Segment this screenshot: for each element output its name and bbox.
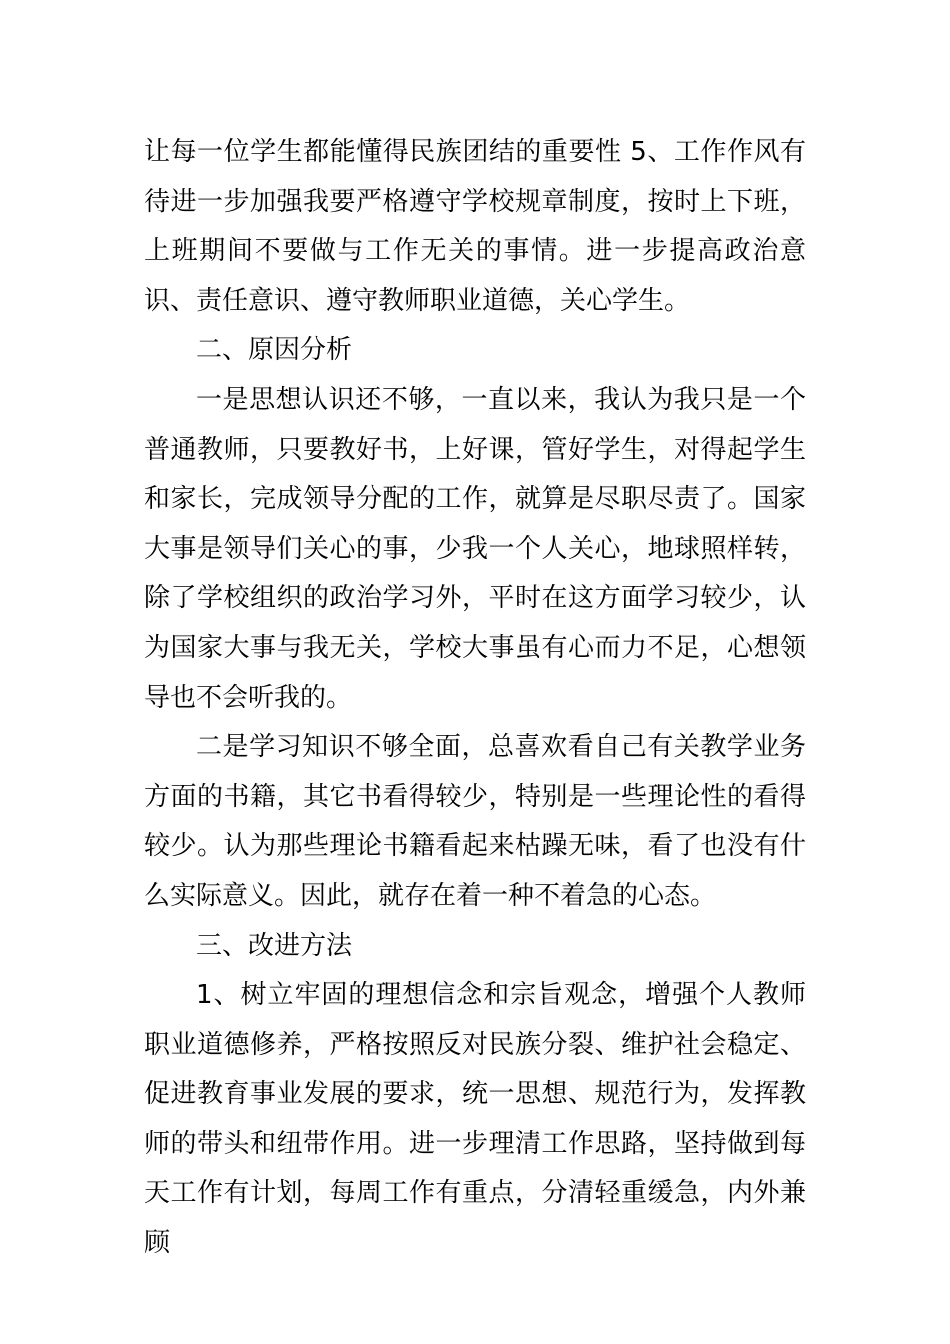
section-heading-improvement-methods: 三、改进方法 — [196, 930, 353, 961]
paragraph-second-reason: 二是学习知识不够全面，总喜欢看自己有关教学业务方面的书籍，其它书看得较少，特别是一些理论性的看得较少。认为那些理论书籍看起来枯躁无味，看了也没有什么实际意义。因此，就存在着一种不着急的心态。 — [144, 732, 806, 911]
section-heading-cause-analysis: 二、原因分析 — [196, 335, 353, 366]
paragraph-improvement-one: 1、树立牢固的理想信念和宗旨观念，增强个人教师职业道德修养，严格按照反对民族分裂、维护社会稳定、促进教育事业发展的要求，统一思想、规范行为，发挥教师的带头和纽带作用。进一步理清工作思路，坚持做到每天工作有计划，每周工作有重点，分清轻重缓急，内外兼顾 — [144, 980, 806, 1259]
document-body — [144, 128, 806, 1269]
paragraph-first-reason: 一是思想认识还不够，一直以来，我认为我只是一个普通教师，只要教好书，上好课，管好学生，对得起学生和家长，完成领导分配的工作，就算是尽职尽责了。国家大事是领导们关心的事，少我一个人关心，地球照样转，除了学校组织的政治学习外，平时在这方面学习较少，认为国家大事与我无关，学校大事虽有心而力不足，心想领导也不会听我的。 — [144, 384, 806, 713]
paragraph-continuation: 让每一位学生都能懂得民族团结的重要性 5、工作作风有待进一步加强我要严格遵守学校规章制度，按时上下班，上班期间不要做与工作无关的事情。进一步提高政治意识、责任意识、遵守教师职业道德，关心学生。 — [144, 137, 806, 316]
